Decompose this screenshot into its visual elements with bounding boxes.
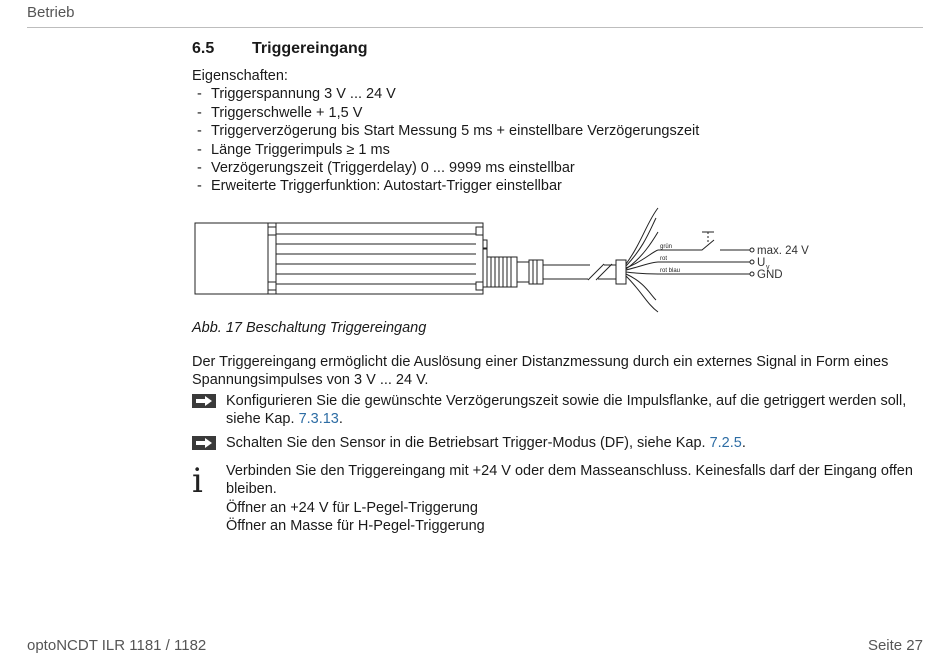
running-header: Betrieb: [27, 4, 75, 21]
info-line: Verbinden Sie den Triggereingang mit +24 V oder dem Masseanschluss. Keinesfalls darf der Eingang offen bleiben.: [226, 463, 913, 498]
terminal-uv: U: [757, 257, 766, 269]
section-title: Triggereingang: [252, 40, 368, 57]
section-content: [192, 38, 927, 196]
wiring-diagram: [192, 202, 822, 319]
property-item: - Triggerverzögerung bis Start Messung 5 ms + einstellbare Verzögerungszeit: [192, 122, 927, 140]
arrow-right-icon: [192, 394, 216, 408]
chapter-link-7-2-5[interactable]: 7.2.5: [709, 435, 742, 451]
step-text: Schalten Sie den Sensor in die Betriebsart Trigger-Modus (DF), siehe Kap.: [226, 435, 710, 451]
properties-label: Eigenschaften:: [192, 68, 288, 84]
step-suffix: .: [338, 411, 343, 428]
wire-label-red: rot: [660, 256, 668, 262]
section-number: 6.5: [192, 40, 215, 57]
info-line: Öffner an +24 V für L-Pegel-Triggerung: [226, 499, 478, 516]
info-icon: i: [192, 461, 203, 501]
properties-list: [192, 85, 927, 195]
footer-page-number: Seite 27: [867, 637, 923, 654]
info-line: Öffner an Masse für H-Pegel-Triggerung: [226, 518, 485, 535]
header-divider: [27, 27, 923, 28]
terminal-gnd: GND: [757, 269, 783, 281]
arrow-right-icon: [192, 436, 216, 450]
wire-label-green: grün: [660, 244, 673, 250]
info-note: [192, 462, 927, 536]
instruction-step: [192, 434, 927, 452]
description-paragraph: Der Triggereingang ermöglicht die Auslösung einer Distanzmessung durch ein externes Signal in Form eines Spannungsimpulses von 3 V ... 24 V.: [192, 354, 889, 389]
wiring-diagram-svg: [192, 202, 822, 314]
terminal-uv-subscript: v: [766, 264, 770, 271]
property-item: - Verzögerungszeit (Triggerdelay) 0 ... 9999 ms einstellbar: [192, 159, 927, 177]
wire-label-red-blue: rot blau: [660, 268, 681, 274]
property-item: - Triggerschwelle + 1,5 V: [192, 104, 927, 122]
property-item: - Triggerspannung 3 V ... 24 V: [192, 85, 927, 103]
step-text: Konfigurieren Sie die gewünschte Verzögerungszeit sowie die Impulsflanke, auf die getriggert werden soll, siehe Kap.: [226, 393, 907, 428]
chapter-link-7-3-13[interactable]: 7.3.13: [298, 411, 339, 428]
footer-product: optoNCDT ILR 1181 / 1182: [27, 637, 207, 654]
property-item: - Erweiterte Triggerfunktion: Autostart-Trigger einstellbar: [192, 177, 927, 195]
step-suffix: .: [741, 435, 746, 451]
terminal-max-24v: max. 24 V: [757, 245, 809, 257]
section-heading: [192, 38, 927, 60]
figure-caption: Abb. 17 Beschaltung Triggereingang: [192, 320, 427, 336]
property-item: - Länge Triggerimpuls ≥ 1 ms: [192, 141, 927, 159]
instruction-step: [192, 392, 927, 429]
